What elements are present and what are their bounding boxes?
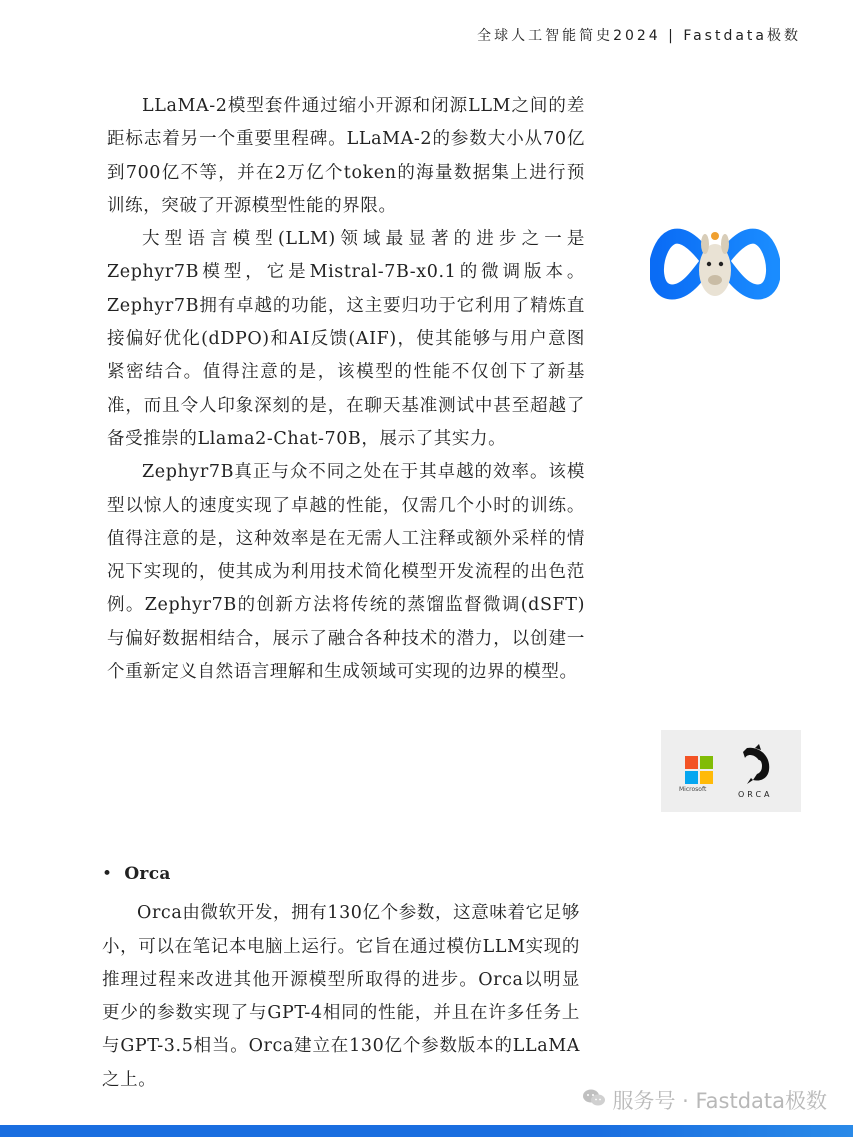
- watermark: [582, 1085, 827, 1115]
- orca-label: ORCA: [738, 790, 773, 799]
- section-llama-zephyr: [107, 90, 585, 689]
- paragraph-llama2: LLaMA-2模型套件通过缩小开源和闭源LLM之间的差距标志着另一个重要里程碑。LLaMA-2的参数大小从70亿到700亿不等，并在2万亿个token的海量数据集上进行预训练，突破了开源模型性能的界限。: [107, 96, 585, 216]
- paragraph-zephyr-intro: 大型语言模型(LLM)领域最显著的进步之一是Zephyr7B模型，它是Mistral-7B-x0.1的微调版本。Zephyr7B拥有卓越的功能，这主要归功于它利用了精炼直接偏好优化(dDPO)和AI反馈(AIF)，使其能够与用户意图紧密结合。值得注意的是，该模型的性能不仅创下了新基准，而且令人印象深刻的是，在聊天基准测试中甚至超越了备受推崇的Llama2-Chat-70B，展示了其实力。: [107, 229, 585, 449]
- meta-llama-logo-icon: [650, 222, 780, 312]
- orca-heading: [102, 858, 580, 891]
- wechat-icon: [582, 1088, 606, 1113]
- bullet-icon: •: [102, 864, 113, 884]
- section-orca: [102, 858, 580, 1097]
- microsoft-logo-icon: [685, 756, 713, 788]
- orca-title: Orca: [124, 864, 171, 884]
- page-header: 全球人工智能简史2024 | Fastdata极数: [477, 28, 801, 44]
- watermark-text: 服务号 · Fastdata极数: [612, 1089, 827, 1113]
- bottom-accent-bar: [0, 1125, 853, 1137]
- microsoft-label: Microsoft: [679, 786, 707, 793]
- microsoft-orca-logo-panel: [661, 730, 801, 812]
- paragraph-zephyr-efficiency: Zephyr7B真正与众不同之处在于其卓越的效率。该模型以惊人的速度实现了卓越的性能，仅需几个小时的训练。值得注意的是，这种效率是在无需人工注释或额外采样的情况下实现的，使其成为利用技术简化模型开发流程的出色范例。Zephyr7B的创新方法将传统的蒸馏监督微调(dSFT)与偏好数据相结合，展示了融合各种技术的潜力，以创建一个重新定义自然语言理解和生成领域可实现的边界的模型。: [107, 462, 585, 683]
- orca-whale-icon: [739, 744, 775, 788]
- paragraph-orca: Orca由微软开发，拥有130亿个参数，这意味着它足够小，可以在笔记本电脑上运行。它旨在通过模仿LLM实现的推理过程来改进其他开源模型所取得的进步。Orca以明显更少的参数实现了与GPT-4相同的性能，并且在许多任务上与GPT-3.5相当。Orca建立在130亿个参数版本的LLaMA之上。: [102, 903, 580, 1090]
